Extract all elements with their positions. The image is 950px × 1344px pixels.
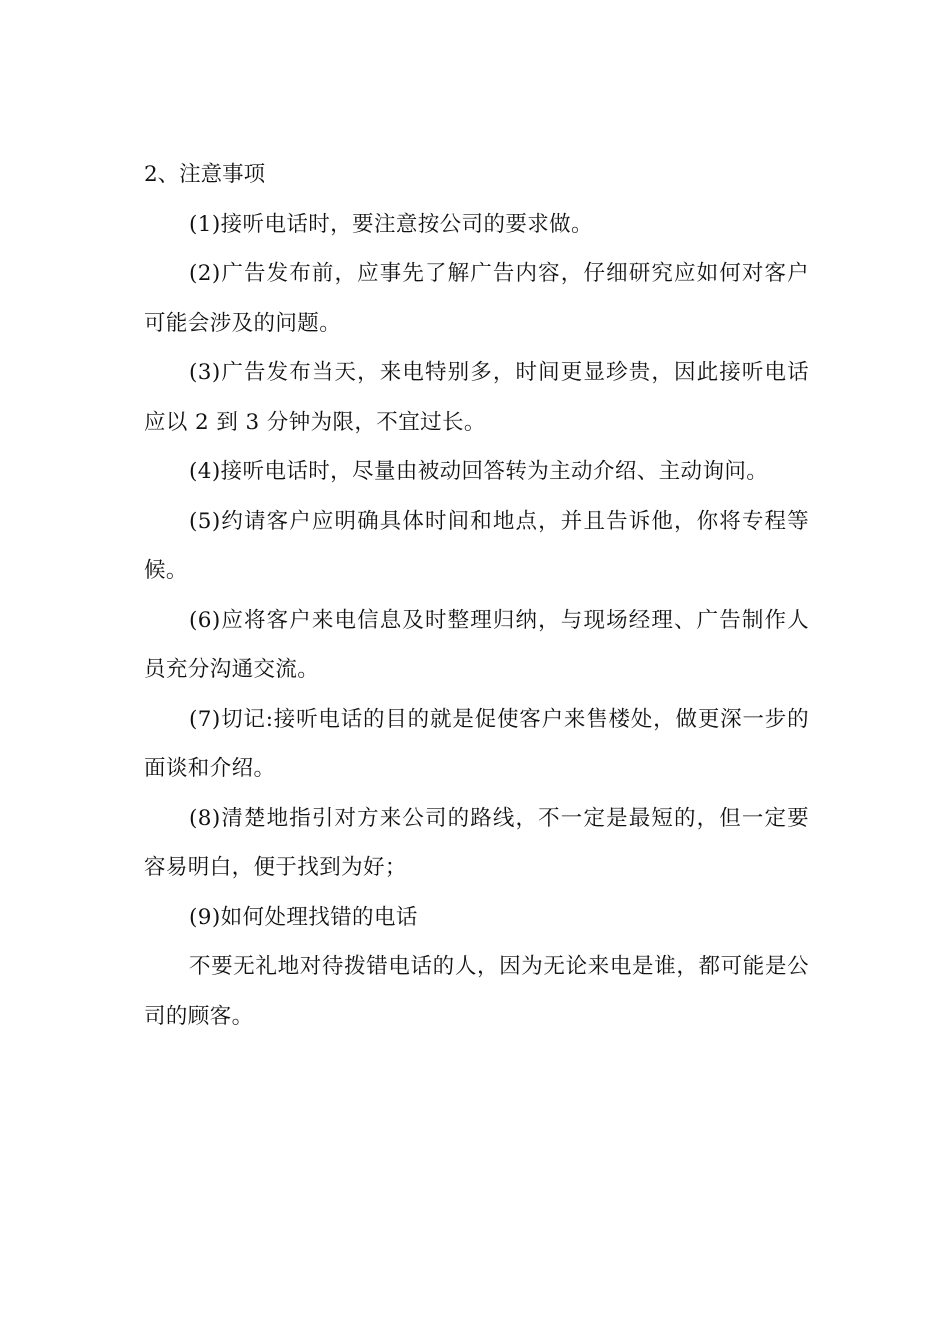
note-item-3: (3)广告发布当天，来电特别多，时间更显珍贵，因此接听电话应以 2 到 3 分钟为限，不宜过长。 [144,360,809,435]
note-item-6: (6)应将客户来电信息及时整理归纳，与现场经理、广告制作人员充分沟通交流。 [144,607,809,682]
document-body [144,150,809,1041]
note-item-2: (2)广告发布前，应事先了解广告内容，仔细研究应如何对客户可能会涉及的问题。 [144,261,809,336]
note-item-7: (7)切记:接听电话的目的就是促使客户来售楼处，做更深一步的面谈和介绍。 [144,706,809,781]
closing-paragraph: 不要无礼地对待拨错电话的人，因为无论来电是谁，都可能是公司的顾客。 [144,954,809,1029]
section-heading: 2、注意事项 [144,162,266,187]
note-item-8: (8)清楚地指引对方来公司的路线，不一定是最短的，但一定要容易明白，便于找到为好； [144,805,809,880]
note-item-5: (5)约请客户应明确具体时间和地点，并且告诉他，你将专程等候。 [144,508,809,583]
note-item-4: (4)接听电话时，尽量由被动回答转为主动介绍、主动询问。 [189,459,769,484]
note-item-1: (1)接听电话时，要注意按公司的要求做。 [189,211,593,237]
note-item-9: (9)如何处理找错的电话 [189,904,418,930]
